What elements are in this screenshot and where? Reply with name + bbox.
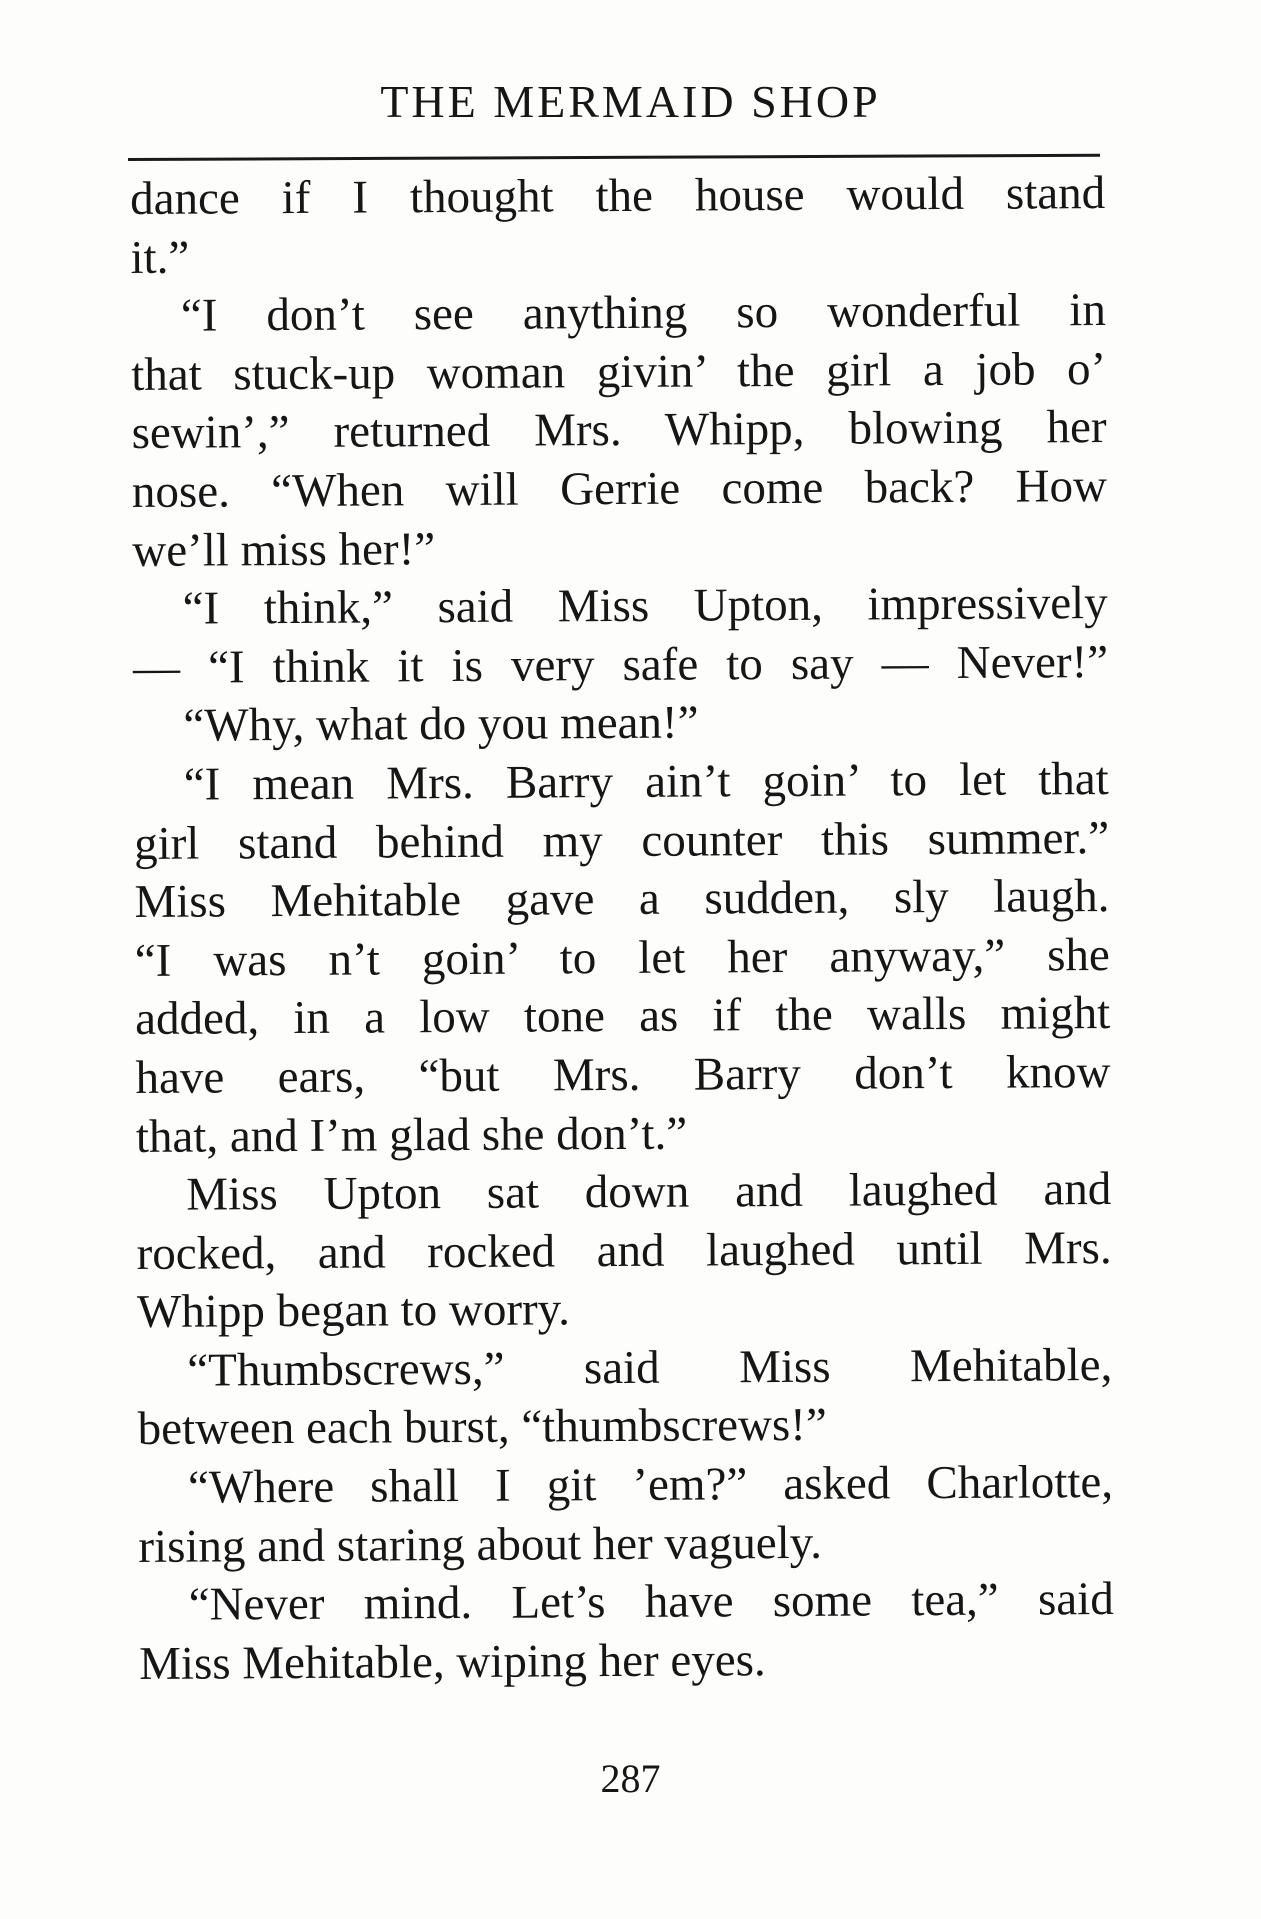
text-line: “I don’t see anything so wonderful in bbox=[180, 284, 1107, 342]
text-line: “Why, what do you mean!” bbox=[183, 696, 699, 753]
text-line: it.” bbox=[130, 231, 190, 284]
text-line: that, and I’m glad she don’t.” bbox=[135, 1107, 688, 1163]
text-line: rising and staring about her vaguely. bbox=[138, 1516, 823, 1573]
text-line: “Never mind. Let’s have some tea,” said bbox=[188, 1573, 1114, 1631]
running-head: THE MERMAID SHOP bbox=[380, 76, 881, 127]
text-line: added, in a low tone as if the walls might bbox=[135, 987, 1111, 1046]
page-number: 287 bbox=[600, 1756, 661, 1801]
text-line: “I mean Mrs. Barry ain’t goin’ to let that bbox=[183, 752, 1109, 811]
body-text bbox=[130, 164, 1114, 1693]
header-rule bbox=[128, 154, 1100, 161]
text-line: Miss Mehitable gave a sudden, sly laugh. bbox=[134, 870, 1110, 929]
text-line: between each burst, “thumbscrews!” bbox=[137, 1399, 827, 1456]
text-line: that stuck-up woman givin’ the girl a job o’ bbox=[131, 342, 1107, 401]
text-line: sewin’,” returned Mrs. Whipp, blowing her bbox=[131, 401, 1107, 460]
text-line: “Thumbscrews,” said Miss Mehitable, bbox=[187, 1338, 1113, 1397]
text-line: rocked, and rocked and laughed until Mrs. bbox=[136, 1221, 1112, 1280]
text-line: Miss Mehitable, wiping her eyes. bbox=[138, 1633, 766, 1690]
text-line: “I was n’t goin’ to let her anyway,” she bbox=[134, 928, 1110, 987]
text-line: Whipp began to worry. bbox=[136, 1283, 571, 1339]
text-line: “I think,” said Miss Upton, impressively bbox=[182, 577, 1108, 635]
text-line: girl stand behind my counter this summer.” bbox=[133, 811, 1110, 870]
text-line: have ears, “but Mrs. Barry don’t know bbox=[135, 1045, 1111, 1104]
text-line: “Where shall I git ’em?” asked Charlotte, bbox=[187, 1456, 1114, 1514]
text-line: dance if I thought the house would stand bbox=[130, 167, 1106, 225]
text-line: nose. “When will Gerrie come back? How bbox=[131, 460, 1108, 518]
text-line: we’ll miss her!” bbox=[132, 522, 436, 577]
text-line: Miss Upton sat down and laughed and bbox=[186, 1163, 1112, 1221]
text-line: — “I think it is very safe to say — Never!” bbox=[132, 635, 1109, 694]
